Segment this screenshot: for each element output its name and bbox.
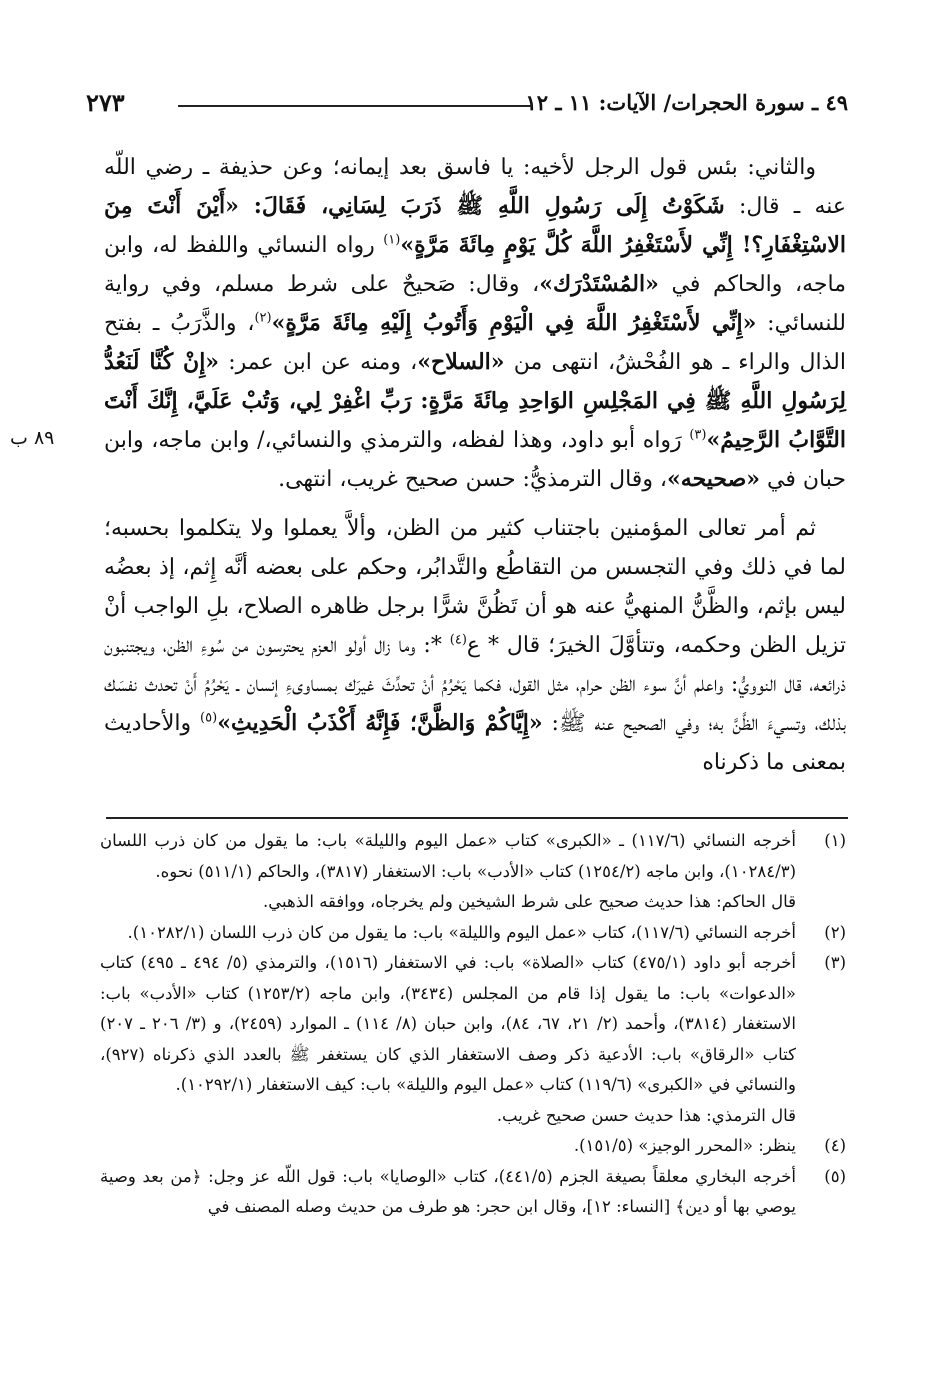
footnote-ref: (٤)	[449, 632, 467, 648]
footnote-ref: (٣)	[689, 427, 707, 443]
text-run: ، وقال: صَحيحٌ على شرط مسلم، وفي رواية للنسائي:	[104, 272, 846, 336]
footnote-ref: (٥)	[200, 710, 218, 726]
main-text	[104, 148, 846, 782]
text-run: رَواه أبو داود، وهذا لفظه، والترمذي والنسائي،/ وابن ماجه، وابن حبان في	[104, 428, 846, 492]
footnote-text: أخرجه البخاري معلقاً بصيغة الجزم (٤٤١/٥)، كتاب «الوصايا» باب: قول اللّه عز وجل: ﴿من بعد وصية يوصي بها أو دين﴾ [النساء: ١٢]، وقال ابن حجر: هو طرف من حديث وصله المصنف في	[100, 1166, 796, 1216]
text-run: والأحاديث بمعنى ما ذكرناه	[104, 711, 846, 775]
text-run: ، ومنه عن ابن عمر:	[219, 350, 418, 375]
book-title: «السلاح»	[417, 349, 505, 375]
paragraph	[104, 509, 846, 782]
hadith-quote: «إِنْ كُنَّا لَنَعُدُّ لِرَسُولِ اللَّهِ ﷺ فِي المَجْلِسِ الوَاحِدِ مِائَةَ مَرَّةٍ: رَبِّ اغْفِرْ لِي، وَتُبْ عَلَيَّ، إِنَّكَ أَنْتَ التَّوَّابُ الرَّحِيمُ»	[104, 349, 847, 453]
footnote	[100, 948, 846, 1131]
footnote	[100, 1162, 846, 1223]
running-header	[86, 88, 848, 122]
text-run: ثم أمر تعالى المؤمنين باجتناب كثير من الظن، وألاَّ يعملوا ولا يتكلموا بحسبه؛ لما في ذلك وفي التجسس من التقاطُع والتَّدابُر، وحكم على بعضه أنَّه إِثم، إذ بعضُه ليس بإثم، والظَّنُّ المنهيُّ عنه هو أن تَظُنَّ شرًّا برجل ظاهره الصلاح، بلِ الواجب أنْ تزيل الظن وحكمه، وتتأوَّلَ الخيرَ؛ قال * ع	[104, 516, 846, 658]
footnote-text: قال الحاكم: هذا حديث صحيح على شرط الشيخين ولم يخرجاه، ووافقه الذهبي.	[263, 892, 796, 911]
book-title: «صحيحه»	[667, 466, 761, 492]
footnote	[100, 826, 846, 918]
text-run: *: وما زال أولو العزم يحترسون من سُوءِ الظن، ويجتنبون ذرائعه، قال النوويُّ: واعلم أنَّ سوء الظن حرام، مثل القول، فكما يَحْرُمُ أنْ تحدِّثَ غيرَك بمساوىءِ إنسان ـ يَحْرُمُ أَنْ تحدث نفسَك بذلك، وتسيءَ الظَّنَّ به؛ وفي الصحيح عنه ﷺ:	[104, 633, 846, 736]
footnote	[100, 918, 846, 949]
footnote-number: (٢)	[824, 922, 846, 942]
footnote-text: أخرجه النسائي (١١٧/٦) ـ «الكبرى» كتاب «عمل اليوم والليلة» باب: ما يقول من كان ذرب اللسان (١٠٢٨٤/٣)، وابن ماجه (١٢٥٤/٢) كتاب «الأدب» باب: الاستغفار (٣٨١٧)، والحاكم (٥١١/١) نحوه.	[100, 831, 796, 881]
paragraph	[104, 148, 846, 499]
surah-header-title: ٤٩ ـ سورة الحجرات/ الآيات: ١١ ـ ١٢	[525, 90, 848, 115]
hadith-quote: «إِيَّاكُمْ وَالظَّنَّ؛ فَإِنَّهُ أَكْذَبُ الْحَدِيثِ»	[217, 710, 543, 736]
footnotes	[100, 826, 846, 1223]
hadith-quote: «إِنِّي لأَسْتَغْفِرُ اللَّهَ فِي الْيَوْمِ وَأَتُوبُ إِلَيْهِ مِائَةَ مَرَّةٍ»	[271, 310, 757, 336]
footnote	[100, 1131, 846, 1162]
footnote-ref: (٢)	[254, 310, 272, 326]
text-run: والثاني: بئس قول الرجل لأخيه: يا فاسق بعد إيمانه؛ وعن حذيفة ـ رضي اللّه عنه ـ قال:	[104, 155, 847, 219]
text-run: ، وقال الترمذيُّ: حسن صحيح غريب، انتهى.	[278, 467, 668, 492]
footnote-number: (١)	[824, 831, 846, 850]
footnote-number: (٥)	[824, 1166, 846, 1186]
text-run: ، والذَّرَبُ ـ بفتح الذال والراء ـ هو الفُحْشُ، انتهى من	[104, 311, 846, 375]
footnote-number: (٣)	[824, 953, 846, 972]
book-title: «المُسْتَدْرَك»	[539, 271, 659, 297]
footnote-number: (٤)	[824, 1136, 846, 1155]
margin-folio-note: ٨٩ ب	[10, 427, 55, 449]
footnote-text: ينظر: «المحرر الوجيز» (١٥١/٥).	[573, 1136, 796, 1155]
footnote-separator	[106, 817, 848, 819]
text-run: رواه النسائي واللفظ له، وابن ماجه، والحاكم في	[104, 233, 847, 297]
page-number: ٢٧٣	[86, 88, 125, 117]
hadith-quote: شَكَوْتُ إِلَى رَسُولِ اللَّهِ ﷺ ذَرَبَ لِسَانِي، فَقَالَ: «أَيْنَ أَنْتَ مِنَ الاسْتِغْفَارِ؟! إِنِّي لأَسْتَغْفِرُ اللَّهَ كُلَّ يَوْمٍ مِائَةَ مَرَّةٍ»	[104, 193, 846, 258]
footnote-text: أخرجه النسائي (١١٧/٦)، كتاب «عمل اليوم والليلة» باب: ما يقول من كان ذرب اللسان (١٠٢٨٢/١).	[127, 922, 796, 942]
footnote-ref: (١)	[383, 232, 401, 248]
header-rule	[178, 105, 532, 107]
footnote-text: أخرجه أبو داود (٤٧٥/١) كتاب «الصلاة» باب: في الاستغفار (١٥١٦)، والترمذي (٥/ ٤٩٤ ـ ٤٩٥) كتاب «الدعوات» باب: ما يقول إذا قام من المجلس (٣٤٣٤)، وابن ماجه (١٢٥٣/٢) كتاب «الأدب» باب: الاستغفار (٣٨١٤)، وأحمد (٢/ ٢١، ٦٧، ٨٤)، وابن حبان (٨/ ١١٤) ـ الموارد (٢٤٥٩)، و (٣/ ٢٠٦ ـ ٢٠٧) كتاب «الرقاق» باب: الأدعية ذكر وصف الاستغفار الذي كان يستغفر ﷺ بالعدد الذي ذكرناه (٩٢٧)، والنسائي في «الكبرى» (١١٩/٦) كتاب «عمل اليوم والليلة» باب: كيف الاستغفار (١٠٢٩٢/١).	[100, 953, 797, 1094]
footnote-text: قال الترمذي: هذا حديث حسن صحيح غريب.	[496, 1105, 796, 1125]
